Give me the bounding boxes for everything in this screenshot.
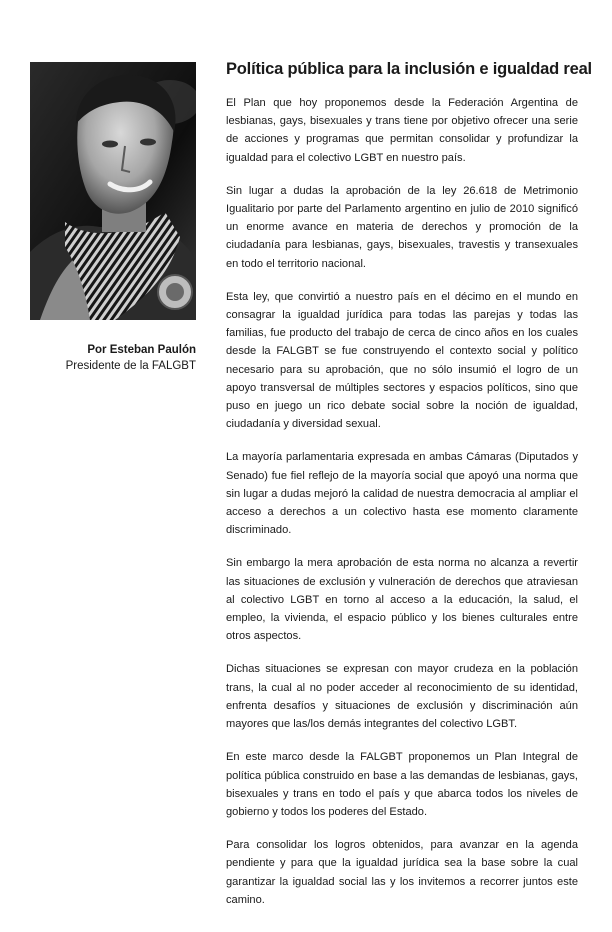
portrait-illustration [30, 62, 196, 320]
article-paragraph-4: La mayoría parlamentaria expresada en ambas Cámaras (Diputados y Senado) fue fiel reflejo de la mayoría social que apoyó una norma que sin lugar a dudas mejoró la calidad de nuestra democracia al ampliar el acceso a derechos a un colectivo hasta ese momento claramente discriminado. [226, 451, 578, 537]
article-paragraph-3: Esta ley, que convirtió a nuestro país en el décimo en el mundo en consagrar la igualdad jurídica para todas las parejas y todas las familias, fue producto del trabajo de cerca de cinco años en los cuales desde la FALGBT se fue construyendo el contexto social y político necesario para su aprobación, que no sólo insumió el logro de un apoyo transversal de múltiples sectores y espacios políticos, sino que puso en juego un rico debate social sobre la noción de igualdad, ciudadanía y diversidad sexual. [226, 290, 578, 431]
article-paragraph-7: En este marco desde la FALGBT proponemos un Plan Integral de política pública construido en base a las demandas de lesbianas, gays, bisexuales y trans en todo el país y que abarca todos los niveles de gobierno y todos los poderes del Estado. [226, 751, 578, 818]
author-caption [30, 342, 196, 374]
author-role: Presidente de la FALGBT [65, 360, 196, 372]
article [226, 58, 592, 924]
article-paragraph-5: Sin embargo la mera aprobación de esta norma no alcanza a revertir las situaciones de exclusión y vulneración de derechos que atraviesan al colectivo LGBT en torno al acceso a la educación, la salud, el empleo, la vivienda, el espacio público y los bienes culturales entre otros aspectos. [226, 557, 578, 643]
author-portrait-photo [30, 62, 196, 320]
article-paragraph-6: Dichas situaciones se expresan con mayor crudeza en la población trans, la cual al no poder acceder al reconocimiento de su identidad, enfrenta desafíos y situaciones de exclusión y discriminación aún mayores que las/los demás integrantes del colectivo LGBT. [226, 663, 578, 731]
article-paragraph-1: El Plan que hoy proponemos desde la Federación Argentina de lesbianas, gays, bisexuales y trans tiene por objetivo ofrecer una serie de acciones y programas que permitan consolidar y profundizar la igualdad para el colectivo LGBT en nuestro país. [226, 97, 578, 164]
author-name: Por Esteban Paulón [87, 344, 196, 356]
article-paragraph-2: Sin lugar a dudas la aprobación de la ley 26.618 de Metrimonio Igualitario por parte del Parlamento argentino en julio de 2010 significó un enorme avance en materia de derechos y promoción de la ciudadanía para lesbianas, gays, bisexuales, travestis y transexuales en todo el territorio nacional. [226, 184, 578, 270]
article-paragraph-8: Para consolidar los logros obtenidos, para avanzar en la agenda pendiente y para que la igualdad jurídica sea la base sobre la cual garantizar la igualdad social las y los invitemos a recorrer juntos este camino. [226, 839, 578, 906]
article-title: Política pública para la inclusión e igualdad real [226, 60, 592, 78]
